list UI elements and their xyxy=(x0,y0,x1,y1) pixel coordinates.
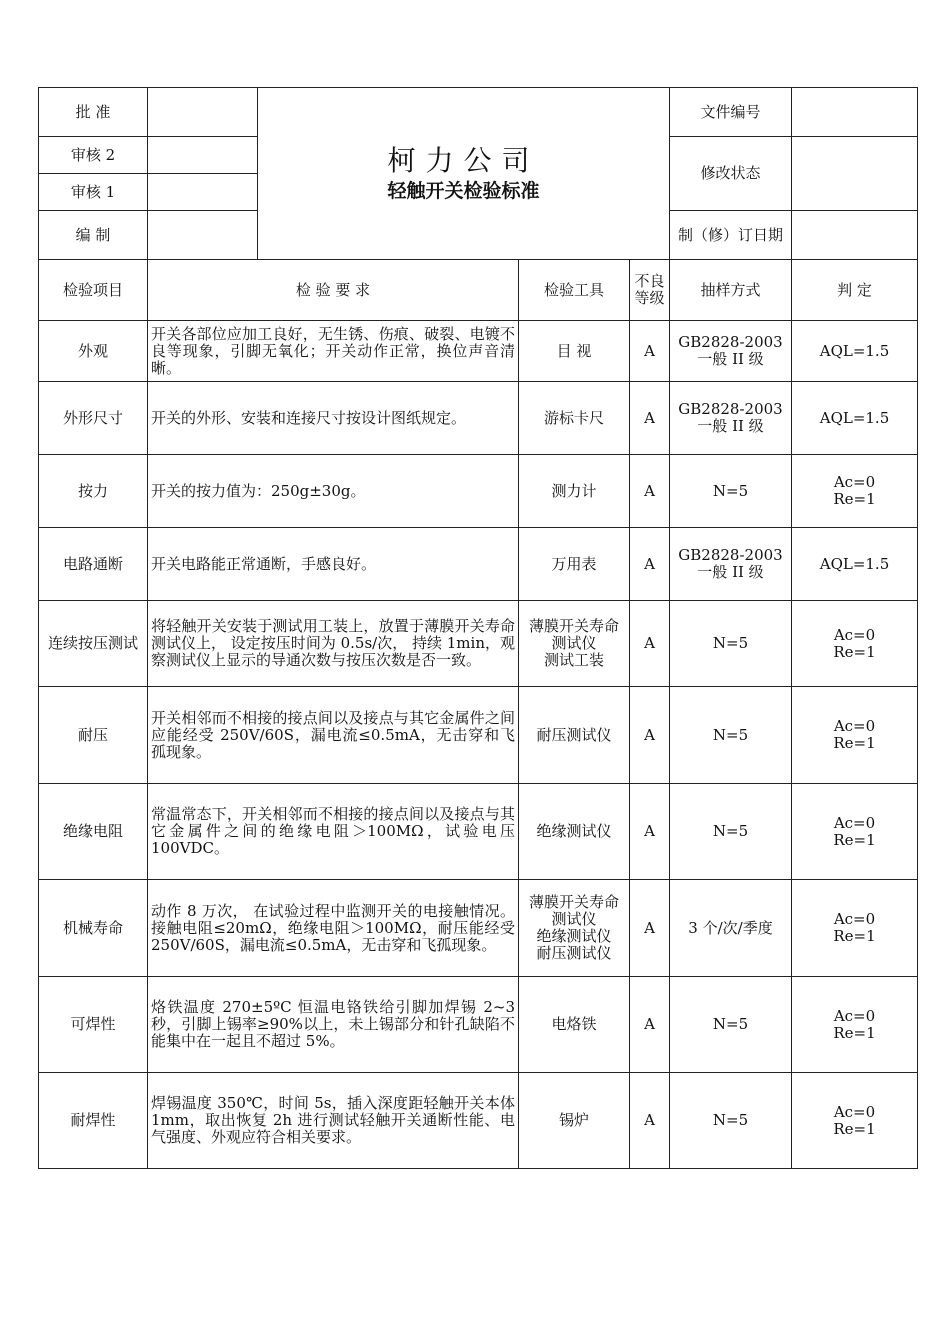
inspection-tool: 目 视 xyxy=(519,321,630,382)
doc-no-value xyxy=(792,88,918,137)
judgement: AQL=1.5 xyxy=(792,321,918,382)
judgement: AQL=1.5 xyxy=(792,382,918,455)
inspection-requirement: 开关相邻而不相接的接点间以及接点与其它金属件之间应能经受 250V/60S，漏电流≤0.5mA，无击穿和飞孤现象。 xyxy=(148,687,519,784)
defect-grade: A xyxy=(630,528,670,601)
table-row xyxy=(39,455,918,528)
col-header-grade: 不良 等级 xyxy=(630,260,670,321)
doc-no-label: 文件编号 xyxy=(670,88,792,137)
document-title: 轻触开关检验标准 xyxy=(387,179,540,202)
header-table xyxy=(38,87,918,260)
inspection-item: 绝缘电阻 xyxy=(39,784,148,880)
inspection-item: 耐焊性 xyxy=(39,1073,148,1169)
inspection-requirement: 将轻触开关安装于测试用工装上，放置于薄膜开关寿命测试仪上， 设定按压时间为 0.5s/次， 持续 1min，观察测试仪上显示的导通次数与按压次数是否一致。 xyxy=(148,601,519,687)
col-header-tool: 检验工具 xyxy=(519,260,630,321)
inspection-requirement: 开关电路能正常通断，手感良好。 xyxy=(148,528,519,601)
inspection-tool: 耐压测试仪 xyxy=(519,687,630,784)
inspection-tool: 薄膜开关寿命 测试仪 测试工装 xyxy=(519,601,630,687)
inspection-item: 按力 xyxy=(39,455,148,528)
col-header-item: 检验项目 xyxy=(39,260,148,321)
defect-grade: A xyxy=(630,455,670,528)
table-row xyxy=(39,880,918,977)
sampling-method: 3 个/次/季度 xyxy=(670,880,792,977)
judgement: Ac=0 Re=1 xyxy=(792,977,918,1073)
revision-date-label: 制（修）订日期 xyxy=(670,211,792,260)
approve-value xyxy=(148,88,258,137)
revision-status-value xyxy=(792,137,918,211)
defect-grade: A xyxy=(630,321,670,382)
judgement: Ac=0 Re=1 xyxy=(792,455,918,528)
judgement: Ac=0 Re=1 xyxy=(792,687,918,784)
table-row xyxy=(39,687,918,784)
inspection-table xyxy=(38,259,918,1169)
judgement: Ac=0 Re=1 xyxy=(792,880,918,977)
defect-grade: A xyxy=(630,1073,670,1169)
inspection-requirement: 动作 8 万次， 在试验过程中监测开关的电接触情况。接触电阻≤20mΩ，绝缘电阻＞100MΩ，耐压能经受 250V/60S，漏电流≤0.5mA，无击穿和飞孤现象。 xyxy=(148,880,519,977)
inspection-item: 机械寿命 xyxy=(39,880,148,977)
sampling-method: N=5 xyxy=(670,455,792,528)
judgement: Ac=0 Re=1 xyxy=(792,784,918,880)
inspection-requirement: 开关各部位应加工良好，无生锈、伤痕、破裂、电镀不良等现象，引脚无氧化；开关动作正常，换位声音清晰。 xyxy=(148,321,519,382)
revision-status-label: 修改状态 xyxy=(670,137,792,211)
table-row xyxy=(39,977,918,1073)
inspection-item: 耐压 xyxy=(39,687,148,784)
inspection-item: 外形尺寸 xyxy=(39,382,148,455)
sampling-method: GB2828-2003 一般 II 级 xyxy=(670,382,792,455)
inspection-requirement: 开关的按力值为：250g±30g。 xyxy=(148,455,519,528)
judgement: Ac=0 Re=1 xyxy=(792,601,918,687)
review2-label: 审核 2 xyxy=(39,137,148,174)
sampling-method: N=5 xyxy=(670,977,792,1073)
defect-grade: A xyxy=(630,382,670,455)
title-cell xyxy=(258,88,670,260)
sampling-method: N=5 xyxy=(670,784,792,880)
table-row xyxy=(39,784,918,880)
col-header-judge: 判 定 xyxy=(792,260,918,321)
inspection-item: 外观 xyxy=(39,321,148,382)
review1-label: 审核 1 xyxy=(39,174,148,211)
judgement: AQL=1.5 xyxy=(792,528,918,601)
inspection-tool: 测力计 xyxy=(519,455,630,528)
inspection-requirement: 焊锡温度 350℃，时间 5s，插入深度距轻触开关本体 1mm，取出恢复 2h 进行测试轻触开关通断性能、电气强度、外观应符合相关要求。 xyxy=(148,1073,519,1169)
defect-grade: A xyxy=(630,977,670,1073)
inspection-item: 连续按压测试 xyxy=(39,601,148,687)
defect-grade: A xyxy=(630,784,670,880)
review1-value xyxy=(148,174,258,211)
table-row xyxy=(39,321,918,382)
compile-value xyxy=(148,211,258,260)
inspection-item: 可焊性 xyxy=(39,977,148,1073)
sampling-method: GB2828-2003 一般 II 级 xyxy=(670,321,792,382)
approve-label: 批 准 xyxy=(39,88,148,137)
inspection-tool: 电烙铁 xyxy=(519,977,630,1073)
inspection-requirement: 常温常态下，开关相邻而不相接的接点间以及接点与其它金属件之间的绝缘电阻＞100MΩ，试验电压 100VDC。 xyxy=(148,784,519,880)
inspection-tool: 万用表 xyxy=(519,528,630,601)
table-row xyxy=(39,382,918,455)
inspection-tool: 锡炉 xyxy=(519,1073,630,1169)
sampling-method: N=5 xyxy=(670,601,792,687)
defect-grade: A xyxy=(630,687,670,784)
revision-date-value xyxy=(792,211,918,260)
table-row xyxy=(39,528,918,601)
table-row xyxy=(39,601,918,687)
judgement: Ac=0 Re=1 xyxy=(792,1073,918,1169)
sampling-method: N=5 xyxy=(670,687,792,784)
defect-grade: A xyxy=(630,880,670,977)
table-row xyxy=(39,1073,918,1169)
compile-label: 编 制 xyxy=(39,211,148,260)
sampling-method: GB2828-2003 一般 II 级 xyxy=(670,528,792,601)
col-header-requirement: 检 验 要 求 xyxy=(148,260,519,321)
inspection-tool: 薄膜开关寿命 测试仪 绝缘测试仪 耐压测试仪 xyxy=(519,880,630,977)
inspection-tool: 游标卡尺 xyxy=(519,382,630,455)
defect-grade: A xyxy=(630,601,670,687)
inspection-tool: 绝缘测试仪 xyxy=(519,784,630,880)
inspection-item: 电路通断 xyxy=(39,528,148,601)
review2-value xyxy=(148,137,258,174)
column-header-row xyxy=(39,260,918,321)
inspection-requirement: 烙铁温度 270±5ºC 恒温电铬铁给引脚加焊锡 2~3 秒，引脚上锡率≥90%以上，未上锡部分和针孔缺陷不能集中在一起且不超过 5%。 xyxy=(148,977,519,1073)
col-header-sampling: 抽样方式 xyxy=(670,260,792,321)
inspection-requirement: 开关的外形、安装和连接尺寸按设计图纸规定。 xyxy=(148,382,519,455)
company-name: 柯力公司 xyxy=(387,143,540,177)
sampling-method: N=5 xyxy=(670,1073,792,1169)
